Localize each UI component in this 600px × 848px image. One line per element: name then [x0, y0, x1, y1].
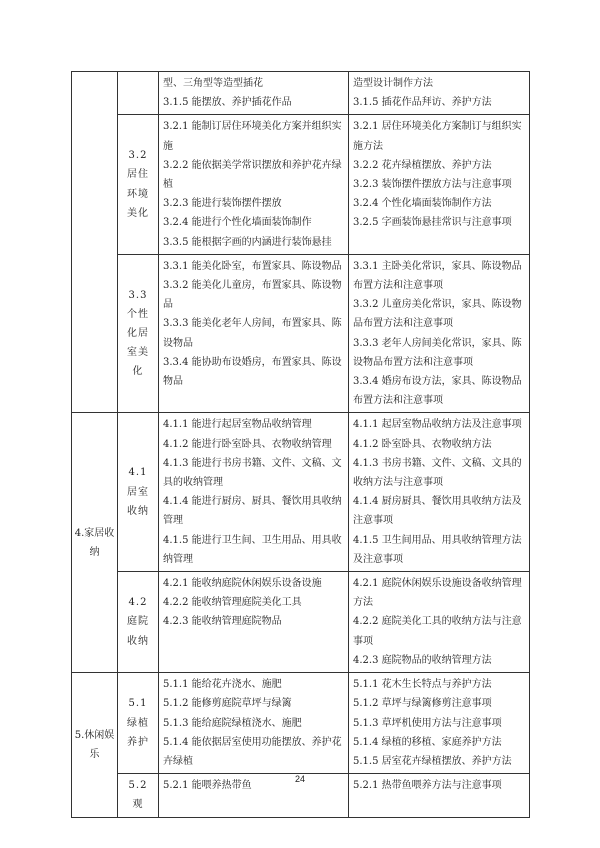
skill-cell: 3.2.1 能制订居住环境美化方案并组织实施 3.2.2 能依据美学常识摆放和养护花卉绿植 3.2.3 能进行装饰摆件摆放 3.2.4 能进行个性化墙面装饰制作 3.3.5 能根据字画的内涵进行装饰悬挂 [159, 115, 349, 254]
knowledge-cell: 3.3.1 主卧美化常识，家具、陈设物品布置方法和注意事项 3.3.2 儿童房美化常识，家具、陈设物品布置方法和注意事项 3.3.3 老年人房间美化常识，家具、陈设物品布置方法和注意事项 3.3.4 婚房布设方法，家具、陈设物品布置方法和注意事项 [349, 254, 530, 413]
standards-table [71, 71, 530, 818]
subcategory-cell: 5.1 绿植养护 [118, 673, 159, 774]
subcategory-cell: 5.2 观 [118, 774, 159, 817]
table-row [72, 254, 530, 413]
knowledge-cell: 3.2.1 居住环境美化方案制订与组织实施方法 3.2.2 花卉绿植摆放、养护方法 3.2.3 装饰摆件摆放方法与注意事项 3.2.4 个性化墙面装饰制作方法 3.2.5 字画装饰悬挂常识与注意事项 [349, 115, 530, 254]
knowledge-cell: 5.2.1 热带鱼喂养方法与注意事项 [349, 774, 530, 817]
skill-cell: 型、三角型等造型插花 3.1.5 能摆放、养护插花作品 [159, 72, 349, 115]
subcategory-cell: 3.3 个性化居室美化 [118, 254, 159, 413]
knowledge-cell: 4.1.1 起居室物品收纳方法及注意事项 4.1.2 卧室卧具、衣物收纳方法 4.1.3 书房书籍、文件、文稿、文具的收纳方法与注意事项 4.1.4 厨房厨具、餐饮用具收纳方法及注意事项 4.1.5 卫生间用品、用具收纳管理方法及注意事项 [349, 413, 530, 572]
knowledge-cell: 4.2.1 庭院休闲娱乐设施设备收纳管理方法 4.2.2 庭院美化工具的收纳方法与注意事项 4.2.3 庭院物品的收纳管理方法 [349, 572, 530, 673]
subcategory-cell: 4.2 庭院收纳 [118, 572, 159, 673]
category-cell: 5.休闲娱乐 [72, 673, 118, 817]
skill-cell: 4.1.1 能进行起居室物品收纳管理 4.1.2 能进行卧室卧具、衣物收纳管理 4.1.3 能进行书房书籍、文件、文稿、文具的收纳管理 4.1.4 能进行厨房、厨具、餐饮用具收纳管理 4.1.5 能进行卫生间、卫生用品、用具收纳管理 [159, 413, 349, 572]
table-row [72, 115, 530, 254]
table-row [72, 413, 530, 572]
subcategory-cell: 3.2 居住环境美化 [118, 115, 159, 254]
skill-cell: 3.3.1 能美化卧室，布置家具、陈设物品 3.3.2 能美化儿童房，布置家具、陈设物品 3.3.3 能美化老年人房间，布置家具、陈设物品 3.3.4 能协助布设婚房，布置家具、陈设物品 [159, 254, 349, 413]
category-cell: 4.家居收纳 [72, 413, 118, 673]
table-row [72, 72, 530, 115]
subcategory-cell [118, 72, 159, 115]
category-cell [72, 72, 118, 413]
page-number: 24 [294, 774, 305, 784]
skill-cell: 4.2.1 能收纳庭院休闲娱乐设备设施 4.2.2 能收纳管理庭院美化工具 4.2.3 能收纳管理庭院物品 [159, 572, 349, 673]
subcategory-cell: 4.1 居室收纳 [118, 413, 159, 572]
skill-cell: 5.1.1 能给花卉浇水、施肥 5.1.2 能修剪庭院草坪与绿篱 5.1.3 能给庭院绿植浇水、施肥 5.1.4 能依据居室使用功能摆放、养护花卉绿植 [159, 673, 349, 774]
table-row [72, 572, 530, 673]
knowledge-cell: 造型设计制作方法 3.1.5 插花作品拜访、养护方法 [349, 72, 530, 115]
table-row [72, 673, 530, 774]
knowledge-cell: 5.1.1 花木生长特点与养护方法 5.1.2 草坪与绿篱修剪注意事项 5.1.3 草坪机使用方法与注意事项 5.1.4 绿植的移植、家庭养护方法 5.1.5 居室花卉绿植摆放、养护方法 [349, 673, 530, 774]
skill-cell: 5.2.1 能喂养热带鱼 [159, 774, 349, 817]
